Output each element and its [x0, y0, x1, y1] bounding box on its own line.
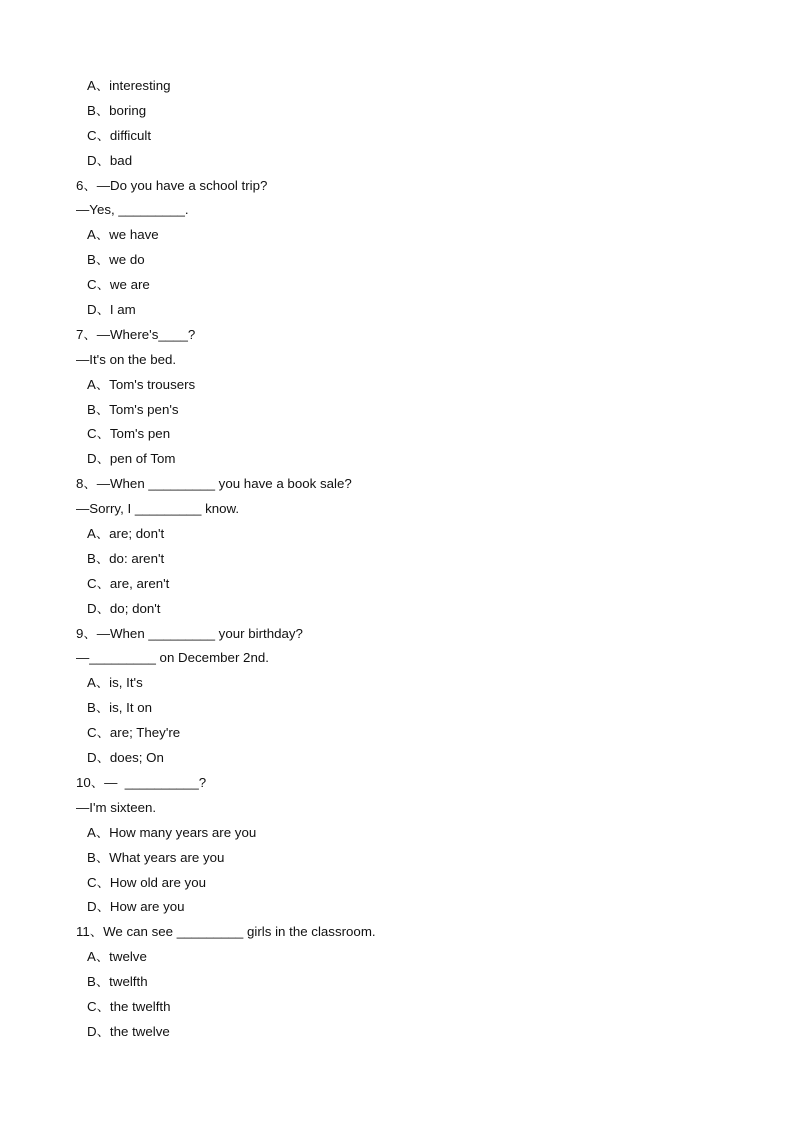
question-line: —I'm sixteen.	[76, 799, 157, 815]
question-line: —It's on the bed.	[76, 351, 177, 367]
answer-option: C、are, aren't	[87, 575, 170, 591]
question-line: 11、We can see _________ girls in the classroom.	[76, 924, 376, 940]
question-line: —_________ on December 2nd.	[76, 650, 269, 666]
answer-option: A、Tom's trousers	[87, 376, 196, 392]
answer-option: C、difficult	[87, 127, 152, 143]
answer-option: D、the twelve	[87, 1023, 170, 1039]
answer-option: D、does; On	[87, 750, 164, 766]
answer-option: C、How old are you	[87, 874, 206, 890]
question-line: —Yes, _________.	[76, 202, 189, 218]
answer-option: B、we do	[87, 252, 145, 268]
question-line: 6、—Do you have a school trip?	[76, 177, 268, 193]
answer-option: C、Tom's pen	[87, 426, 171, 442]
answer-option: D、bad	[87, 152, 133, 168]
answer-option: D、I am	[87, 302, 136, 318]
answer-option: B、twelfth	[87, 974, 148, 990]
question-line: —Sorry, I _________ know.	[76, 501, 240, 517]
answer-option: A、we have	[87, 227, 159, 243]
answer-option: D、How are you	[87, 899, 185, 915]
question-line: 9、—When _________ your birthday?	[76, 625, 303, 641]
answer-option: A、are; don't	[87, 526, 165, 542]
question-line: 10、— __________?	[76, 774, 207, 790]
answer-option: C、are; They're	[87, 725, 181, 741]
answer-option: A、is, It's	[87, 675, 143, 691]
answer-option: A、interesting	[87, 78, 171, 93]
answer-option: B、Tom's pen's	[87, 401, 179, 417]
document-page	[0, 74, 800, 1045]
answer-option: A、How many years are you	[87, 824, 257, 840]
answer-option: A、twelve	[87, 949, 147, 965]
answer-option: B、is, It on	[87, 700, 153, 716]
answer-option: B、boring	[87, 102, 147, 118]
answer-option: C、we are	[87, 277, 150, 293]
answer-option: B、What years are you	[87, 849, 225, 865]
answer-option: B、do: aren't	[87, 550, 165, 566]
answer-option: D、pen of Tom	[87, 451, 176, 467]
answer-option: D、do; don't	[87, 600, 161, 616]
question-line: 7、—Where's____?	[76, 326, 196, 342]
question-line: 8、—When _________ you have a book sale?	[76, 476, 352, 492]
answer-option: C、the twelfth	[87, 998, 171, 1014]
